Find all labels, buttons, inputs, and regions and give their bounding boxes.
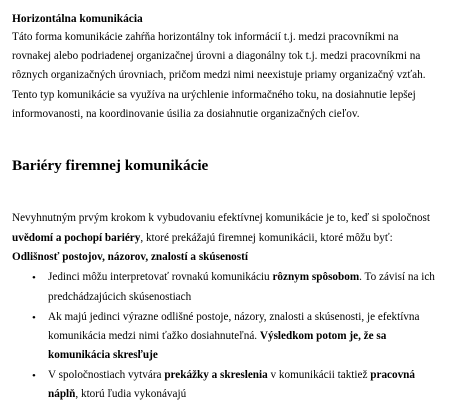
paragraph-line-3: rôznych organizačných úrovniach, pričom medzi nimi neexistuje priamy organizačný vzťah. — [12, 69, 426, 81]
intro-line-1: Nevyhnutným prvým krokom k vybudovaniu efektívnej komunikácie je to, keď si spoločnost — [12, 212, 430, 224]
bullet3-rest: , ktorú ľudia vykonávajú — [75, 388, 187, 400]
bullet2-bold: Výsledkom potom je, že sa — [259, 330, 387, 342]
bullet3-bold-2: pracovná — [370, 369, 415, 381]
bullet3-line-1 — [48, 368, 415, 382]
bullet3-bold: prekážky a skreslenia — [164, 369, 268, 381]
paragraph-line-4: Tento typ komunikácie sa využíva na urýchlenie informačného toku, na dosiahnutie lepšej — [12, 89, 416, 101]
bullet-icon: • — [32, 370, 36, 382]
paragraph-line-5: informovanosti, na koordinovanie úsilia za dosiahnutie organizačných cieľov. — [12, 108, 360, 120]
bullet3-text-a: V spoločnostiach vytvára — [48, 369, 165, 381]
bullet-icon: • — [32, 272, 36, 284]
bullet2-line-2 — [48, 329, 386, 343]
bullet1-line-2: predchádzajúcich skúsenostiach — [48, 291, 192, 303]
intro-line-2 — [12, 231, 393, 245]
paragraph-line-1: Táto forma komunikácie zahŕňa horizontálny tok informácií t.j. medzi pracovníkmi na — [12, 31, 399, 43]
section-heading-horizontal: Horizontálna komunikácia — [12, 13, 143, 25]
intro-rest: , ktoré prekážajú firemnej komunikácii, ktoré môžu byť: — [140, 232, 393, 244]
bullet2-line-3: komunikácia skresľuje — [48, 349, 158, 361]
barrier-subheading: Odlišnosť postojov, názorov, znalostí a skúseností — [12, 251, 248, 263]
section-heading-barriers: Bariéry firemnej komunikácie — [12, 157, 209, 174]
bullet2-line-1: Ak majú jedinci výrazne odlišné postoje, názory, znalosti a skúsenosti, je efektívna — [48, 311, 420, 323]
bullet-icon: • — [32, 312, 36, 324]
bullet1-text-b: . To závisí na ich — [359, 271, 435, 283]
bullet3-line-2 — [48, 387, 186, 401]
bullet2-text-a: komunikácia medzi nimi ťažko dosiahnuteľná. — [48, 330, 260, 342]
bullet1-line-1 — [48, 270, 435, 284]
bullet1-text-a: Jedinci môžu interpretovať rovnakú komunikáciu — [48, 271, 273, 283]
bullet3-text-b: v komunikácii taktiež — [267, 369, 371, 381]
bullet3-bold-3: náplň — [48, 388, 76, 400]
intro-bold-phrase: uvědomí a pochopí bariéry — [12, 232, 141, 244]
paragraph-line-2: rovnakej alebo podriadenej organizačnej úrovni a diagonálny tok t.j. medzi pracovníkmi na — [12, 50, 421, 62]
bullet1-bold: rôznym spôsobom — [272, 271, 360, 283]
